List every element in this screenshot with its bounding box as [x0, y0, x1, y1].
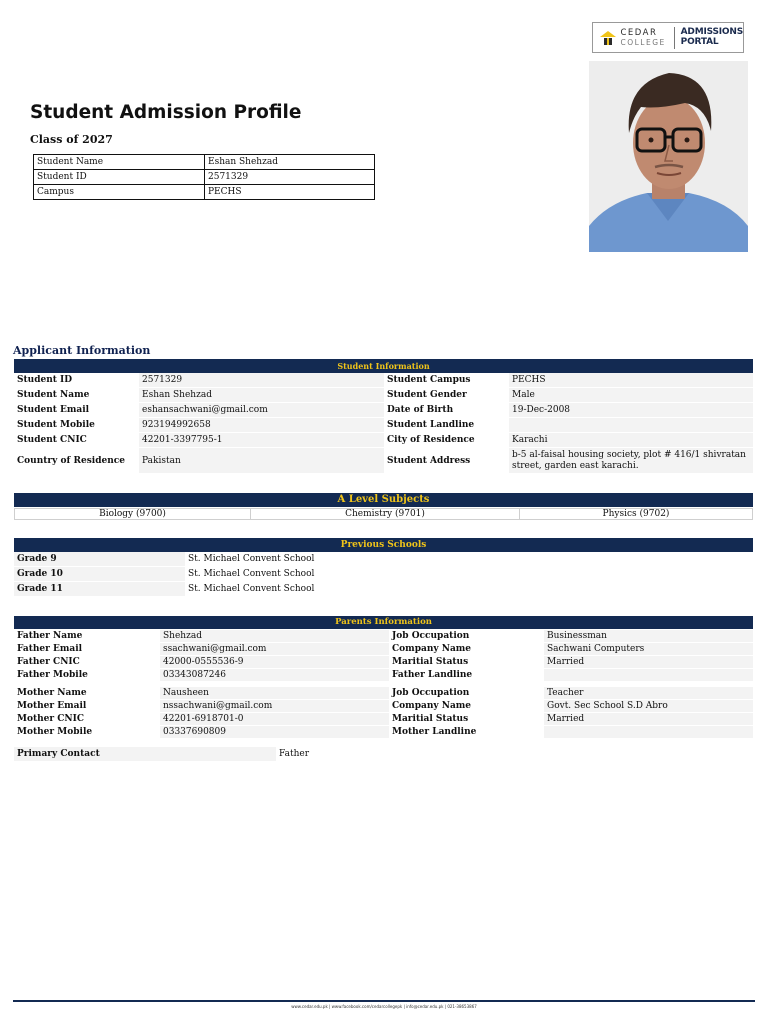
field-label: Student Gender — [387, 390, 467, 400]
field-label: Father Name — [17, 631, 83, 641]
student-information-band: Student Information — [14, 359, 753, 373]
grade-label: Grade 9 — [14, 552, 185, 566]
logo-cedar: CEDAR — [620, 27, 658, 38]
field-value: 42201-6918701-0 — [160, 713, 389, 725]
field-value: eshansachwani@gmail.com — [139, 403, 384, 417]
table-row — [14, 656, 753, 668]
field-value: Pakistan — [139, 448, 384, 473]
a-level-subjects-band: A Level Subjects — [14, 493, 753, 507]
field-value: Male — [509, 388, 753, 402]
school-name: St. Michael Convent School — [185, 567, 753, 581]
primary-contact-label: Primary Contact — [14, 747, 276, 761]
grade-label: Grade 11 — [14, 582, 185, 596]
field-label: Student Mobile — [17, 420, 95, 430]
field-label: Mother Mobile — [17, 727, 93, 737]
field-value: Eshan Shehzad — [139, 388, 384, 402]
table-row — [14, 582, 753, 596]
field-value — [544, 726, 753, 738]
cedar-college-logo — [592, 22, 744, 53]
summary-value: PECHS — [205, 185, 375, 200]
table-row — [14, 747, 753, 761]
field-value: Married — [544, 713, 753, 725]
table-row — [14, 713, 753, 725]
summary-table — [33, 154, 375, 200]
field-value — [509, 418, 753, 432]
portal-line2: PORTAL — [680, 36, 719, 47]
summary-label: Student Name — [34, 155, 205, 170]
class-year: Class of 2027 — [30, 133, 113, 146]
table-row — [14, 388, 753, 402]
field-label: Student Landline — [387, 420, 475, 430]
table-row — [14, 643, 753, 655]
field-value: Shehzad — [160, 630, 389, 642]
table-row — [14, 687, 753, 699]
field-label: Student Address — [387, 455, 471, 466]
field-label: Company Name — [392, 644, 472, 654]
table-row — [14, 433, 753, 447]
field-value: b-5 al-faisal housing society, plot # 416/1 shivratan street, garden east karachi. — [509, 448, 753, 473]
table-row — [14, 726, 753, 738]
page-title: Student Admission Profile — [30, 102, 302, 123]
field-value: Govt. Sec School S.D Abro — [544, 700, 753, 712]
subjects-table — [14, 508, 753, 520]
admissions-portal-label — [681, 28, 743, 47]
field-value: 19-Dec-2008 — [509, 403, 753, 417]
table-row — [14, 448, 753, 473]
footer-contact-text: www.cedar.edu.pk | www.facebook.com/cedarcollegepk | info@cedar.edu.pk | 021-38653867 — [291, 1004, 477, 1009]
field-label: Student ID — [17, 375, 73, 385]
field-label: Father Landline — [392, 670, 473, 680]
student-info-table — [14, 372, 753, 474]
field-label: Country of Residence — [17, 455, 125, 466]
summary-row — [34, 185, 375, 200]
field-value: Married — [544, 656, 753, 668]
subject-cell: Physics (9702) — [520, 509, 753, 520]
table-row — [14, 403, 753, 417]
primary-contact-table — [14, 746, 753, 762]
summary-row — [34, 170, 375, 185]
cedar-logo-icon — [597, 22, 618, 53]
field-value: 2571329 — [139, 373, 384, 387]
logo-divider — [674, 27, 675, 49]
field-value: 03337690809 — [160, 726, 389, 738]
table-row — [14, 669, 753, 681]
field-label: Student Name — [17, 390, 90, 400]
field-value: Businessman — [544, 630, 753, 642]
table-row — [14, 567, 753, 581]
grade-label: Grade 10 — [14, 567, 185, 581]
summary-row — [34, 155, 375, 170]
applicant-information-heading: Applicant Information — [13, 344, 151, 357]
field-value: nssachwani@gmail.com — [160, 700, 389, 712]
previous-schools-table — [14, 551, 753, 597]
logo-college: COLLEGE — [620, 37, 666, 47]
field-label: Job Occupation — [392, 688, 470, 698]
field-label: Student Email — [17, 405, 90, 415]
field-label: Student Campus — [387, 375, 471, 385]
primary-contact-value: Father — [276, 747, 753, 761]
table-row — [14, 418, 753, 432]
summary-label: Campus — [34, 185, 205, 200]
field-label: Date of Birth — [387, 405, 454, 415]
summary-label: Student ID — [34, 170, 205, 185]
subjects-row — [15, 509, 753, 520]
field-value: Nausheen — [160, 687, 389, 699]
subject-cell: Chemistry (9701) — [251, 509, 520, 520]
field-value: 923194992658 — [139, 418, 384, 432]
logo-text — [620, 29, 665, 47]
field-value: 42201-3397795-1 — [139, 433, 384, 447]
school-name: St. Michael Convent School — [185, 552, 753, 566]
field-label: Mother Email — [17, 701, 87, 711]
field-label: Father Mobile — [17, 670, 88, 680]
portal-line1: ADMISSIONS — [680, 27, 743, 37]
footer-divider — [13, 1000, 755, 1002]
summary-value: 2571329 — [205, 170, 375, 185]
field-value: 42000-0555536-9 — [160, 656, 389, 668]
summary-value: Eshan Shehzad — [205, 155, 375, 170]
subject-cell: Biology (9700) — [15, 509, 251, 520]
field-value: ssachwani@gmail.com — [160, 643, 389, 655]
table-row — [14, 552, 753, 566]
field-label: City of Residence — [387, 435, 475, 445]
field-value: Teacher — [544, 687, 753, 699]
field-value: Sachwani Computers — [544, 643, 753, 655]
field-value — [544, 669, 753, 681]
field-value: 03343087246 — [160, 669, 389, 681]
field-label: Father CNIC — [17, 657, 80, 667]
student-photo — [589, 61, 748, 252]
field-value: Karachi — [509, 433, 753, 447]
mother-info-table — [14, 686, 753, 739]
previous-schools-band: Previous Schools — [14, 538, 753, 552]
field-label: Father Email — [17, 644, 83, 654]
field-label: Mother Name — [17, 688, 87, 698]
field-label: Job Occupation — [392, 631, 470, 641]
field-label: Mother CNIC — [17, 714, 85, 724]
parents-information-band: Parents Information — [14, 616, 753, 629]
father-info-table — [14, 629, 753, 682]
field-label: Company Name — [392, 701, 472, 711]
table-row — [14, 630, 753, 642]
field-value: PECHS — [509, 373, 753, 387]
field-label: Student CNIC — [17, 435, 87, 445]
school-name: St. Michael Convent School — [185, 582, 753, 596]
table-row — [14, 373, 753, 387]
field-label: Maritial Status — [392, 714, 469, 724]
field-label: Mother Landline — [392, 727, 477, 737]
table-row — [14, 700, 753, 712]
field-label: Maritial Status — [392, 657, 469, 667]
